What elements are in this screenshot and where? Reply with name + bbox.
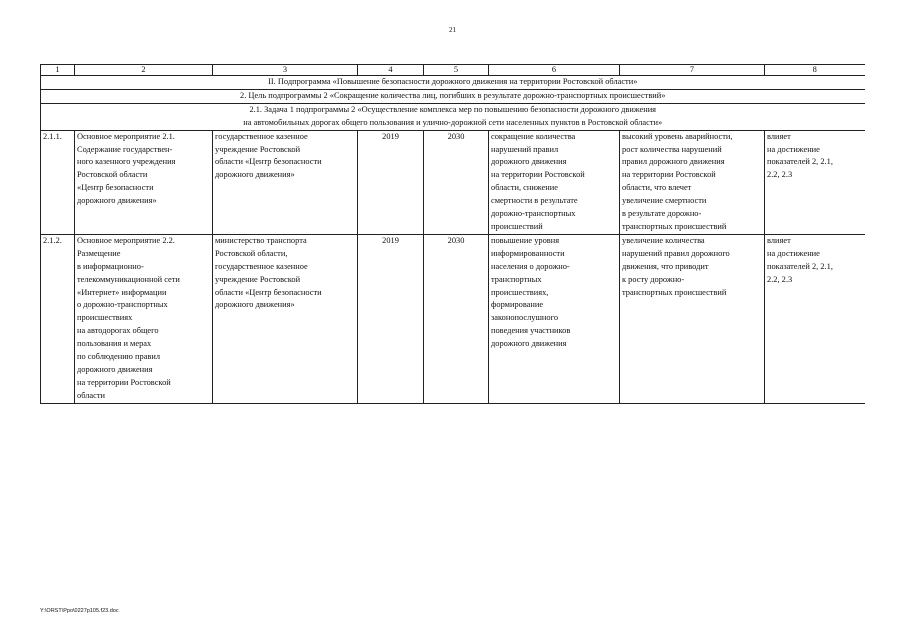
expected-result bbox=[489, 234, 620, 403]
cell-text-line: на территории Ростовской bbox=[77, 377, 171, 387]
col-header-1: 1 bbox=[41, 65, 75, 76]
cell-text-line: ного казенного учреждения bbox=[77, 157, 176, 167]
cell-text-line: правил дорожного движения bbox=[622, 157, 725, 167]
cell-text-line: формирование bbox=[491, 300, 544, 310]
cell-text-line: происшествиях bbox=[77, 313, 133, 323]
cell-text-line: Ростовской области, bbox=[215, 248, 288, 258]
cell-text-line: показателей 2, 2.1, bbox=[767, 261, 833, 271]
goal-row bbox=[41, 89, 865, 103]
cell-text-line: повышение уровня bbox=[491, 235, 560, 245]
cell-text-line: дорожного движения bbox=[491, 157, 567, 167]
executor bbox=[213, 130, 358, 234]
file-path-footer: Y:\ORST\Ppo\0227p105.f23.doc bbox=[40, 608, 119, 614]
table-row bbox=[41, 234, 865, 403]
cell-text-line: дорожного движения» bbox=[77, 196, 157, 206]
end-year: 2030 bbox=[424, 130, 489, 234]
cell-text-line: «Интернет» информации bbox=[77, 287, 167, 297]
col-header-4: 4 bbox=[358, 65, 424, 76]
cell-text-line: 2.2, 2.3 bbox=[767, 274, 793, 284]
table-row bbox=[41, 130, 865, 234]
col-header-7: 7 bbox=[620, 65, 765, 76]
cell-text-line: транспортных происшествий bbox=[622, 287, 727, 297]
expected-result bbox=[489, 130, 620, 234]
end-year: 2030 bbox=[424, 234, 489, 403]
cell-text-line: влияет bbox=[767, 131, 791, 141]
cell-text-line: нарушений правил дорожного bbox=[622, 248, 730, 258]
col-header-3: 3 bbox=[213, 65, 358, 76]
page-number: 21 bbox=[449, 26, 456, 34]
cell-text-line: на территории Ростовской bbox=[622, 170, 716, 180]
cell-text-line: к росту дорожно- bbox=[622, 274, 685, 284]
cell-text-line: показателей 2, 2.1, bbox=[767, 157, 833, 167]
cell-text-line: увеличение количества bbox=[622, 235, 705, 245]
cell-text-line: на автодорогах общего bbox=[77, 326, 159, 336]
cell-text-line: пользования и мерах bbox=[77, 339, 152, 349]
task-title-line-1: 2.1. Задача 1 подпрограммы 2 «Осуществление комплекса мер по повышению безопасности дорожного движения bbox=[249, 104, 657, 114]
cell-text-line: на достижение bbox=[767, 248, 820, 258]
start-year: 2019 bbox=[358, 130, 424, 234]
col-header-6: 6 bbox=[489, 65, 620, 76]
cell-text-line: Основное мероприятие 2.1. bbox=[77, 131, 175, 141]
cell-text-line: смертности в результате bbox=[491, 196, 578, 206]
task-title-line-2: на автомобильных дорогах общего пользования и улично-дорожной сети населенных пунктов в Ростовской области» bbox=[243, 117, 663, 127]
cell-text-line: области, снижение bbox=[491, 183, 558, 193]
cell-text-line: о дорожно-транспортных bbox=[77, 300, 168, 310]
indicator-link bbox=[765, 234, 865, 403]
measure-name bbox=[75, 130, 213, 234]
indicator-link bbox=[765, 130, 865, 234]
non-implementation-consequences bbox=[620, 234, 765, 403]
cell-text-line: происшествиях, bbox=[491, 287, 549, 297]
cell-text-line: транспортных происшествий bbox=[622, 221, 727, 231]
cell-text-line: дорожного движения» bbox=[215, 300, 295, 310]
cell-text-line: информированности bbox=[491, 248, 565, 258]
cell-text-line: в информационно- bbox=[77, 261, 144, 271]
cell-text-line: населения о дорожно- bbox=[491, 261, 570, 271]
column-number-row bbox=[41, 65, 865, 76]
cell-text-line: «Центр безопасности bbox=[77, 183, 154, 193]
cell-text-line: влияет bbox=[767, 235, 791, 245]
cell-text-line: происшествий bbox=[491, 221, 543, 231]
task-row bbox=[41, 103, 865, 130]
cell-text-line: рост количества нарушений bbox=[622, 144, 722, 154]
col-header-8: 8 bbox=[765, 65, 865, 76]
cell-text-line: телекоммуникационной сети bbox=[77, 274, 180, 284]
cell-text-line: области, что влечет bbox=[622, 183, 692, 193]
cell-text-line: транспортных bbox=[491, 274, 542, 284]
cell-text-line: поведения участников bbox=[491, 326, 571, 336]
measure-name bbox=[75, 234, 213, 403]
col-header-2: 2 bbox=[75, 65, 213, 76]
cell-text-line: Содержание государствен- bbox=[77, 144, 173, 154]
cell-text-line: области «Центр безопасности bbox=[215, 157, 322, 167]
cell-text-line: министерство транспорта bbox=[215, 235, 307, 245]
col-header-5: 5 bbox=[424, 65, 489, 76]
cell-text-line: области bbox=[77, 390, 105, 400]
executor bbox=[213, 234, 358, 403]
cell-text-line: нарушений правил bbox=[491, 144, 559, 154]
cell-text-line: 2.2, 2.3 bbox=[767, 170, 793, 180]
row-number: 2.1.1. bbox=[41, 130, 75, 234]
cell-text-line: Ростовской области bbox=[77, 170, 148, 180]
cell-text-line: сокращение количества bbox=[491, 131, 576, 141]
cell-text-line: увеличение смертности bbox=[622, 196, 707, 206]
cell-text-line: на территории Ростовской bbox=[491, 170, 585, 180]
cell-text-line: учреждение Ростовской bbox=[215, 274, 301, 284]
cell-text-line: государственное казенное bbox=[215, 131, 308, 141]
cell-text-line: дорожно-транспортных bbox=[491, 209, 576, 219]
cell-text-line: на достижение bbox=[767, 144, 820, 154]
measures-table bbox=[40, 64, 865, 404]
cell-text-line: Основное мероприятие 2.2. bbox=[77, 235, 175, 245]
cell-text-line: Размещение bbox=[77, 248, 121, 258]
cell-text-line: дорожного движения» bbox=[215, 170, 295, 180]
task-title bbox=[41, 103, 865, 130]
cell-text-line: законопослушного bbox=[491, 313, 559, 323]
start-year: 2019 bbox=[358, 234, 424, 403]
cell-text-line: области «Центр безопасности bbox=[215, 287, 322, 297]
non-implementation-consequences bbox=[620, 130, 765, 234]
cell-text-line: в результате дорожно- bbox=[622, 209, 702, 219]
subprogram-row bbox=[41, 76, 865, 90]
subprogram-title: II. Подпрограмма «Повышение безопасности дорожного движения на территории Ростовской области» bbox=[41, 76, 865, 90]
cell-text-line: по соблюдению правил bbox=[77, 352, 161, 362]
cell-text-line: высокий уровень аварийности, bbox=[622, 131, 733, 141]
cell-text-line: дорожного движения bbox=[491, 339, 567, 349]
row-number: 2.1.2. bbox=[41, 234, 75, 403]
goal-title: 2. Цель подпрограммы 2 «Сокращение количества лиц, погибших в результате дорожно-транспортных происшествий» bbox=[41, 89, 865, 103]
cell-text-line: дорожного движения bbox=[77, 364, 153, 374]
cell-text-line: государственное казенное bbox=[215, 261, 308, 271]
cell-text-line: учреждение Ростовской bbox=[215, 144, 301, 154]
cell-text-line: движения, что приводит bbox=[622, 261, 709, 271]
